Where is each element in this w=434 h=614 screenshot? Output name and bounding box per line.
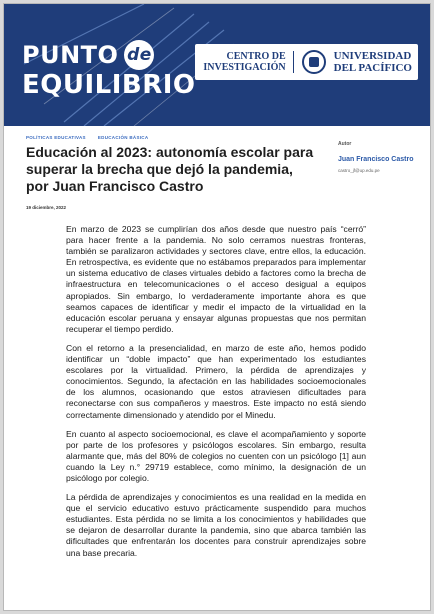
category-tags (26, 135, 148, 140)
brand-logo (22, 40, 196, 100)
university-name (334, 50, 412, 74)
paragraph: La pérdida de aprendizajes y conocimientos es una realidad en la medida en que el servicio educativo estuvo prácticamente suspendido para muchos estudiantes. Esta pérdida no se limita a los conocimientos y habilidades que se dejaron de desarrollar durante la pandemia, sino que abarca también las dificultades que enfrentarán los docentes para construir aprendizajes sobre una base precaria. (66, 492, 366, 558)
university-seal-icon (302, 50, 326, 74)
author-label: Autor (338, 141, 352, 147)
document-page (3, 3, 431, 611)
paragraph: En cuanto al aspecto socioemocional, es clave el acompañamiento y soporte por parte de los profesores y psicólogos escolares. Sin embargo, resulta alarmante que, más del 80% de colegios no cuenten con un psicólogo [1] aun cuando la Ley n.° 29719 establece, como mínimo, la designación de un psicólogo por colegio. (66, 428, 366, 483)
category-tag[interactable]: POLÍTICAS EDUCATIVAS (26, 135, 86, 140)
paragraph: En marzo de 2023 se cumplirían dos años desde que nuestro país “cerró” para hacer frente a la pandemia. No solo cerramos nuestras fronteras, también se paralizaron actividades y sectores clave, entre ellos, la educación. En retrospectiva, es evidente que no estábamos preparados para implementar un sistema educativo de clases virtuales debido a factores como la brecha de infraestructura en telecomunicaciones o el acceso desigual a equipos apropiados. Sin embargo, lo verdaderamente importante ahora es que seamos capaces de identificar y medir el impacto de la virtualidad en la educación escolar peruana y ensayar algunas propuestas que nos permitan recuperar el tiempo perdido. (66, 224, 366, 334)
publish-date: 19 diciembre, 2022 (26, 205, 67, 210)
article-title: Educación al 2023: autonomía escolar para superar la brecha que dejó la pandemia, por Juan Francisco Castro (26, 144, 314, 194)
research-center-line1: CENTRO DE (226, 51, 286, 62)
author-box (338, 141, 428, 173)
brand-line2: EQUILIBRIO (22, 70, 196, 100)
brand-line1: PUNTO (22, 41, 119, 69)
research-center-line2: INVESTIGACIÓN (203, 62, 286, 73)
brand-de-badge: de (124, 40, 154, 70)
article-body (66, 224, 366, 567)
author-email[interactable]: castro_jf@up.edu.pe (338, 168, 380, 173)
university-line2: DEL PACÍFICO (333, 62, 412, 74)
header-banner (4, 4, 430, 126)
university-line1: UNIVERSIDAD (333, 50, 412, 62)
category-tag[interactable]: EDUCACIÓN BÁSICA (97, 135, 149, 140)
paragraph: Con el retorno a la presencialidad, en marzo de este año, hemos podido identificar un “doble impacto” que han experimentado los estudiantes escolares por la virtualidad. Primero, la pérdida de aprendizajes y conocimientos. Segundo, la afectación en las habilidades socioemocionales de los alumnos, ocasionando que estos atraviesen dificultades para reconectarse con sus compañeros y maestros. Este impacto no está siendo correctamente dimensionado y atendido por el Minedu. (66, 342, 366, 420)
author-name[interactable]: Juan Francisco Castro (338, 156, 414, 163)
institution-logo (195, 44, 418, 80)
research-center-name (203, 51, 293, 73)
